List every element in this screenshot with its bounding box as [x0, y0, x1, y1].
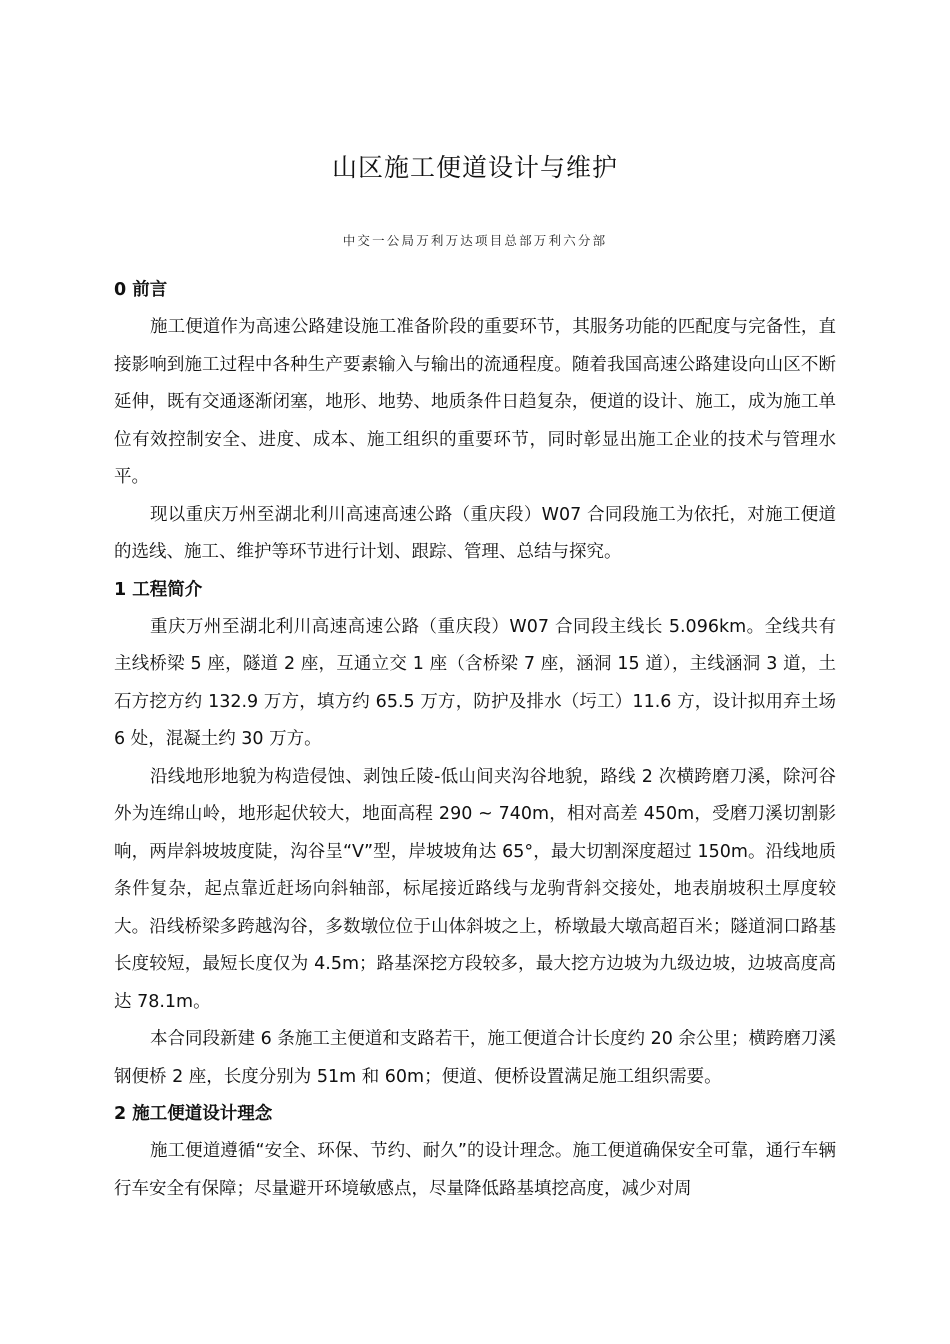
section-design-concept	[114, 1096, 836, 1208]
paragraph: 本合同段新建 6 条施工主便道和支路若干，施工便道合计长度约 20 余公里；横跨磨刀溪钢便桥 2 座，长度分别为 51m 和 60m；便道、便桥设置满足施工组织需要。	[114, 1029, 836, 1087]
section-heading: 1 工程简介	[114, 579, 203, 600]
section-heading: 0 前言	[114, 280, 168, 300]
section-heading: 2 施工便道设计理念	[114, 1104, 273, 1124]
paragraph: 施工便道作为高速公路建设施工准备阶段的重要环节，其服务功能的匹配度与完备性，直接影响到施工过程中各种生产要素输入与输出的流通程度。随着我国高速公路建设向山区不断延伸，既有交通逐渐闭塞，地形、地势、地质条件日趋复杂，便道的设计、施工，成为施工单位有效控制安全、进度、成本、施工组织的重要环节，同时彰显出施工企业的技术与管理水平。	[114, 317, 836, 487]
section-preface	[114, 272, 836, 572]
document-body	[114, 272, 836, 1208]
document-author: 中交一公局万利万达项目总部万利六分部	[342, 233, 608, 248]
paragraph: 重庆万州至湖北利川高速高速公路（重庆段）W07 合同段主线长 5.096km。全线共有主线桥梁 5 座，隧道 2 座，互通立交 1 座（含桥梁 7 座，涵洞 15 道），主线涵洞 3 道，土石方挖方约 132.9 万方，填方约 65.5 万方，防护及排水（圬工）11.6 方，设计拟用弃土场 6 处，混凝土约 30 万方。	[114, 616, 836, 749]
section-project-overview	[114, 572, 836, 1097]
paragraph: 现以重庆万州至湖北利川高速高速公路（重庆段）W07 合同段施工为依托，对施工便道的选线、施工、维护等环节进行计划、跟踪、管理、总结与探究。	[114, 504, 836, 562]
paragraph: 施工便道遵循“安全、环保、节约、耐久”的设计理念。施工便道确保安全可靠，通行车辆行车安全有保障；尽量避开环境敏感点，尽量降低路基填挖高度，减少对周	[114, 1141, 836, 1199]
paragraph: 沿线地形地貌为构造侵蚀、剥蚀丘陵-低山间夹沟谷地貌，路线 2 次横跨磨刀溪，除河谷外为连绵山岭，地形起伏较大，地面高程 290 ~ 740m，相对高差 450m，受磨刀溪切割影响，两岸斜坡坡度陡，沟谷呈“V”型，岸坡坡角达 65°，最大切割深度超过 150m。沿线地质条件复杂，起点靠近赶场向斜轴部，标尾接近路线与龙驹背斜交接处，地表崩坡积土厚度较大。沿线桥梁多跨越沟谷，多数墩位位于山体斜坡之上，桥墩最大墩高超百米；隧道洞口路基长度较短，最短长度仅为 4.5m；路基深挖方段较多，最大挖方边坡为九级边坡，边坡高度高达 78.1m。	[114, 766, 836, 1012]
document-title: 山区施工便道设计与维护	[331, 153, 618, 182]
